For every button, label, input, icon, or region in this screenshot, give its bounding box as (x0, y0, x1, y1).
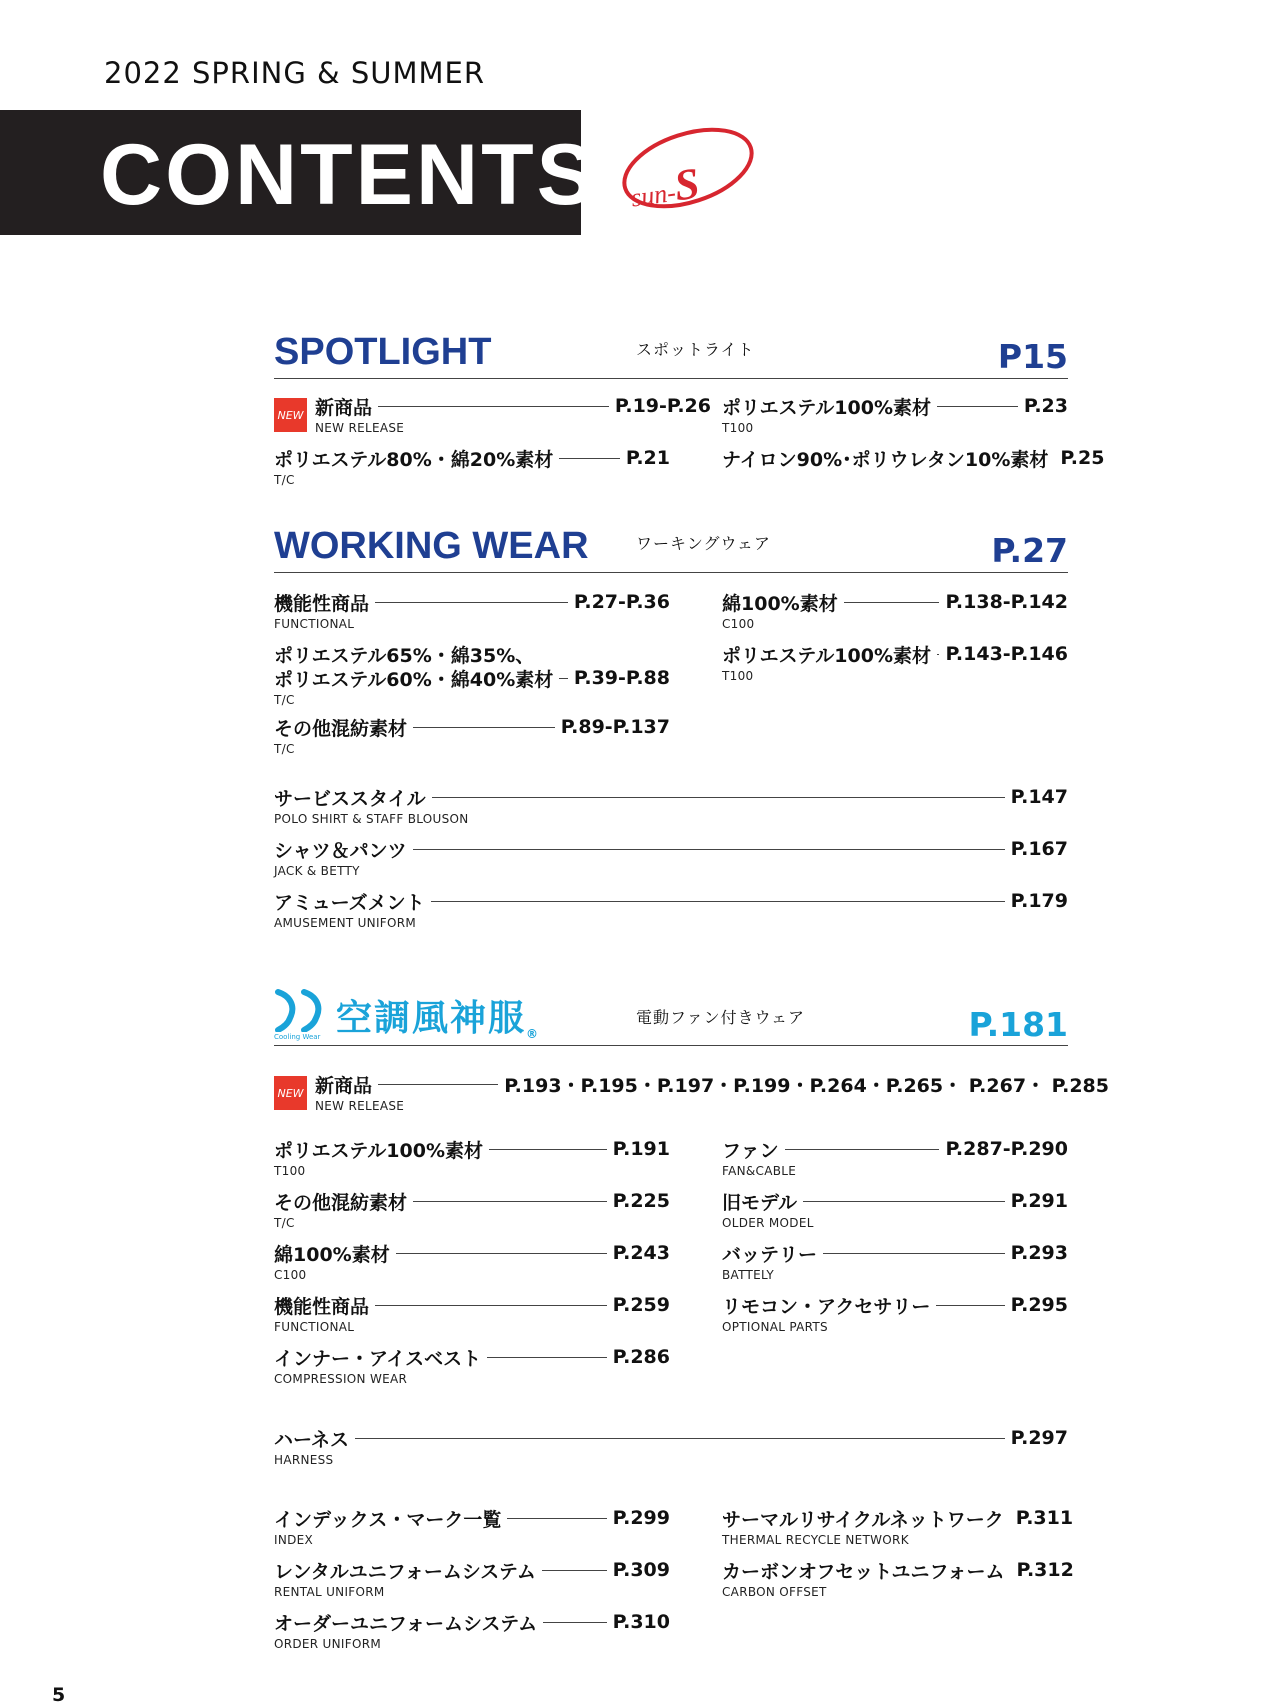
entry-page: P.310 (612, 1611, 670, 1633)
entry-sublabel: T/C (274, 742, 295, 756)
leader-line (378, 1084, 498, 1085)
toc-entry[interactable] (274, 446, 670, 488)
page-number: 5 (52, 1684, 66, 1706)
leader-line (375, 1305, 607, 1306)
leader-line (543, 1622, 607, 1623)
entry-page: P.19-P.26 (614, 395, 711, 417)
entry-label: ポリエステル65%・綿35%、 (274, 644, 535, 667)
entry-sublabel: T/C (274, 473, 295, 487)
entry-page: P.312 (1016, 1559, 1074, 1581)
working-wear-section-header (274, 522, 1068, 573)
entry-sublabel: HARNESS (274, 1453, 334, 1467)
toc-entry[interactable] (722, 1137, 1068, 1179)
toc-entry[interactable] (722, 1506, 1074, 1548)
entry-label: リモコン・アクセサリー (722, 1295, 931, 1318)
entry-page: P.286 (612, 1346, 670, 1368)
entry-page: P.147 (1010, 786, 1068, 808)
toc-entry[interactable] (722, 1241, 1068, 1283)
spotlight-title: SPOTLIGHT (274, 331, 492, 373)
entry-page: P.191 (612, 1138, 670, 1160)
toc-entry[interactable] (722, 394, 1068, 436)
entry-sublabel: FUNCTIONAL (274, 617, 355, 631)
contents-title-bar (0, 110, 597, 235)
toc-entry[interactable] (274, 1345, 670, 1387)
entry-page: P.179 (1010, 890, 1068, 912)
toc-entry[interactable] (274, 1426, 1068, 1468)
toc-entry[interactable] (722, 446, 1105, 488)
leader-line (785, 1149, 940, 1150)
entry-sublabel: T100 (722, 421, 754, 435)
entry-label: カーボンオフセットユニフォーム (722, 1560, 1005, 1583)
entry-label: サーマルリサイクルネットワーク (722, 1508, 1004, 1531)
entry-sublabel: T100 (274, 1164, 306, 1178)
spotlight-section-header (274, 328, 1068, 379)
entry-sublabel: THERMAL RECYCLE NETWORK (722, 1533, 909, 1547)
entry-sublabel: NEW RELEASE (315, 421, 405, 435)
entry-page: P.27-P.36 (573, 591, 670, 613)
entry-page: P.193・P.195・P.197・P.199・P.264・P.265・ P.267・ P.285 (504, 1074, 1109, 1097)
spotlight-subtitle: スポットライト (636, 340, 755, 359)
page-title: CONTENTS (100, 127, 597, 223)
toc-entry[interactable] (274, 590, 670, 632)
entry-page: P.143-P.146 (945, 643, 1068, 665)
entry-page: P.25 (1060, 447, 1105, 469)
sun-s-logo-text: sun-S (629, 158, 703, 213)
entry-page: P.39-P.88 (573, 667, 670, 689)
entry-label: 旧モデル (722, 1191, 798, 1214)
entry-page: P.23 (1023, 395, 1068, 417)
leader-line (937, 654, 939, 655)
entry-sublabel: POLO SHIRT & STAFF BLOUSON (274, 812, 469, 826)
entry-label: ナイロン90%･ポリウレタン10%素材 (722, 448, 1049, 471)
leader-line (375, 602, 568, 603)
entry-page: P.259 (612, 1294, 670, 1316)
entry-sublabel: OLDER MODEL (722, 1216, 814, 1230)
leader-line (803, 1201, 1005, 1202)
toc-entry[interactable] (274, 1189, 670, 1231)
leader-line (432, 797, 1005, 798)
entry-page: P.309 (612, 1559, 670, 1581)
entry-page: P.167 (1010, 838, 1068, 860)
working-wear-page: P.27 (991, 531, 1068, 570)
leader-line (413, 1201, 607, 1202)
leader-line (355, 1438, 1005, 1439)
entry-sublabel: T100 (722, 669, 754, 683)
toc-entry[interactable] (274, 1558, 670, 1600)
toc-entry[interactable] (274, 394, 711, 436)
entry-page: P.297 (1010, 1427, 1068, 1449)
leader-line (413, 727, 555, 728)
toc-entry[interactable] (274, 642, 670, 708)
leader-line (559, 678, 568, 679)
entry-label: シャツ＆パンツ (274, 839, 407, 862)
entry-sublabel: C100 (722, 617, 755, 631)
toc-entry[interactable] (274, 837, 1068, 879)
kucho-logo-text: 空調風神服® (336, 998, 541, 1041)
entry-label: オーダーユニフォームシステム (274, 1612, 538, 1635)
entry-label: 機能性商品 (274, 592, 370, 615)
entry-sublabel: RENTAL UNIFORM (274, 1585, 385, 1599)
leader-line (413, 849, 1005, 850)
entry-sublabel: BATTELY (722, 1268, 775, 1282)
entry-page: P.287-P.290 (945, 1138, 1068, 1160)
entry-label: 機能性商品 (274, 1295, 370, 1318)
entry-sublabel: FAN&CABLE (722, 1164, 797, 1178)
leader-line (559, 458, 620, 459)
entry-page: P.89-P.137 (560, 716, 670, 738)
new-badge: NEW (274, 1076, 307, 1110)
working-wear-subtitle: ワーキングウェア (636, 534, 771, 553)
kucho-page: P.181 (968, 1005, 1068, 1044)
leader-line (936, 1305, 1004, 1306)
entry-page: P.291 (1010, 1190, 1068, 1212)
toc-entry[interactable] (722, 1293, 1068, 1335)
entry-label: その他混紡素材 (274, 1191, 408, 1214)
entry-sublabel: C100 (274, 1268, 307, 1282)
toc-entry[interactable] (274, 1072, 1109, 1114)
toc-entry[interactable] (722, 642, 1068, 684)
leader-line (431, 901, 1005, 902)
entry-page: P.311 (1015, 1507, 1074, 1529)
leader-line (489, 1149, 607, 1150)
entry-sublabel: OPTIONAL PARTS (722, 1320, 828, 1334)
leader-line (487, 1357, 607, 1358)
entry-sublabel: T/C (274, 1216, 295, 1230)
toc-entry[interactable] (274, 889, 1068, 931)
entry-page: P.138-P.142 (945, 591, 1068, 613)
toc-entry[interactable] (274, 785, 1068, 827)
entry-label-line2: ポリエステル60%・綿40%素材 (274, 668, 554, 691)
entry-sublabel: ORDER UNIFORM (274, 1637, 381, 1651)
entry-sublabel: NEW RELEASE (315, 1099, 405, 1113)
entry-label: アミューズメント (274, 891, 425, 914)
toc-entry[interactable] (274, 1293, 670, 1335)
leader-line (507, 1518, 606, 1519)
entry-label: 新商品 (315, 1074, 373, 1097)
entry-page: P.295 (1010, 1294, 1068, 1316)
entry-sublabel: CARBON OFFSET (722, 1585, 827, 1599)
entry-label: ポリエステル100%素材 (722, 396, 931, 419)
leader-line (396, 1253, 607, 1254)
toc-entry[interactable] (274, 1506, 670, 1548)
entry-label: 新商品 (315, 396, 373, 419)
entry-label: ポリエステル80%・綿20%素材 (274, 448, 554, 471)
toc-entry[interactable] (274, 1610, 670, 1652)
leader-line (378, 406, 609, 407)
entry-sublabel: JACK & BETTY (274, 864, 360, 878)
entry-label: サービススタイル (274, 787, 426, 810)
entry-label: バッテリー (722, 1243, 818, 1266)
leader-line (844, 602, 940, 603)
entry-label: 綿100%素材 (722, 592, 838, 615)
entry-label: インナー・アイスベスト (274, 1347, 482, 1370)
toc-entry[interactable] (274, 1241, 670, 1283)
entry-sublabel: COMPRESSION WEAR (274, 1372, 408, 1386)
entry-label: ポリエステル100%素材 (722, 644, 931, 667)
entry-label: レンタルユニフォームシステム (274, 1560, 536, 1583)
toc-entry[interactable] (722, 590, 1068, 632)
toc-entry[interactable] (274, 1137, 670, 1179)
leader-line (937, 406, 1018, 407)
sun-s-logo (612, 118, 762, 218)
toc-entry[interactable] (722, 1189, 1068, 1231)
entry-sublabel: T/C (274, 693, 295, 707)
entry-label: その他混紡素材 (274, 717, 408, 740)
entry-label: ポリエステル100%素材 (274, 1139, 483, 1162)
toc-entry[interactable] (722, 1558, 1074, 1600)
wind-swirl-icon (274, 988, 330, 1032)
spotlight-page: P15 (997, 337, 1068, 376)
entry-page: P.243 (612, 1242, 670, 1264)
kucho-fujin-fuku-logo (274, 988, 544, 1046)
entry-sublabel: AMUSEMENT UNIFORM (274, 916, 417, 930)
entry-label: ファン (722, 1139, 779, 1162)
season-label: 2022 SPRING & SUMMER (104, 56, 485, 90)
entry-sublabel: INDEX (274, 1533, 314, 1547)
working-wear-title: WORKING WEAR (274, 525, 589, 567)
leader-line (823, 1253, 1005, 1254)
kucho-logo-caption: Cooling Wear (274, 1033, 321, 1041)
entry-label: 綿100%素材 (274, 1243, 390, 1266)
kucho-subtitle: 電動ファン付きウェア (636, 1008, 806, 1027)
entry-page: P.293 (1010, 1242, 1068, 1264)
leader-line (542, 1570, 607, 1571)
new-badge: NEW (274, 398, 307, 432)
entry-page: P.21 (625, 447, 670, 469)
entry-page: P.225 (612, 1190, 670, 1212)
entry-label: ハーネス (274, 1428, 350, 1451)
toc-entry[interactable] (274, 715, 670, 757)
entry-label: インデックス・マーク一覧 (274, 1508, 502, 1531)
entry-sublabel: FUNCTIONAL (274, 1320, 355, 1334)
entry-page: P.299 (612, 1507, 670, 1529)
